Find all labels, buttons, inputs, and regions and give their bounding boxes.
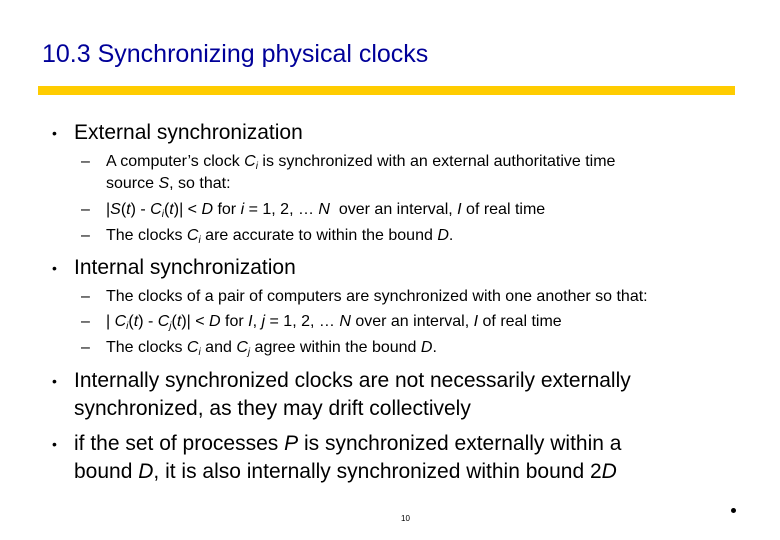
bullet-icon: •	[52, 260, 57, 276]
page-title: 10.3 Synchronizing physical clocks	[42, 40, 429, 68]
bullet-icon: •	[52, 373, 57, 389]
dash-icon: –	[81, 288, 90, 305]
bullet-text: External synchronization	[74, 121, 303, 144]
bullet-text: bound D, it is also internally synchronized within bound 2D	[74, 460, 617, 483]
item-text: The clocks $C_i$ and $C_j$ agree within the bound D.	[106, 339, 437, 358]
bullet-text: if the set of processes P is synchronized externally within a	[74, 432, 622, 455]
bullet-icon: •	[52, 125, 57, 141]
corner-dot-icon	[731, 508, 736, 513]
bullet-text: Internal synchronization	[74, 256, 296, 279]
bullet-text: Internally synchronized clocks are not necessarily externally	[74, 369, 631, 392]
dash-icon: –	[81, 201, 90, 218]
item-text: $|S(t) - C_i(t)| < D$ for i = 1, 2, … N over an interval, I of real time	[106, 201, 546, 220]
page-number: 10	[401, 514, 410, 523]
dash-icon: –	[81, 153, 90, 170]
bullet-text: synchronized, as they may drift collectively	[74, 397, 471, 420]
item-text: The clocks $C_i$ are accurate to within the bound D.	[106, 227, 454, 246]
dash-icon: –	[81, 339, 90, 356]
item-text: source S, so that:	[106, 175, 231, 192]
item-text: | $C_i(t) - C_j(t)| < D$ for I, j = 1, 2, … N over an interval, I of real time	[106, 313, 562, 332]
item-text: A computer’s clock $C_i$ is synchronized with an external authoritative time	[106, 153, 616, 172]
title-underline	[38, 86, 735, 95]
dash-icon: –	[81, 227, 90, 244]
item-text: The clocks of a pair of computers are synchronized with one another so that:	[106, 288, 648, 305]
bullet-icon: •	[52, 436, 57, 452]
dash-icon: –	[81, 313, 90, 330]
